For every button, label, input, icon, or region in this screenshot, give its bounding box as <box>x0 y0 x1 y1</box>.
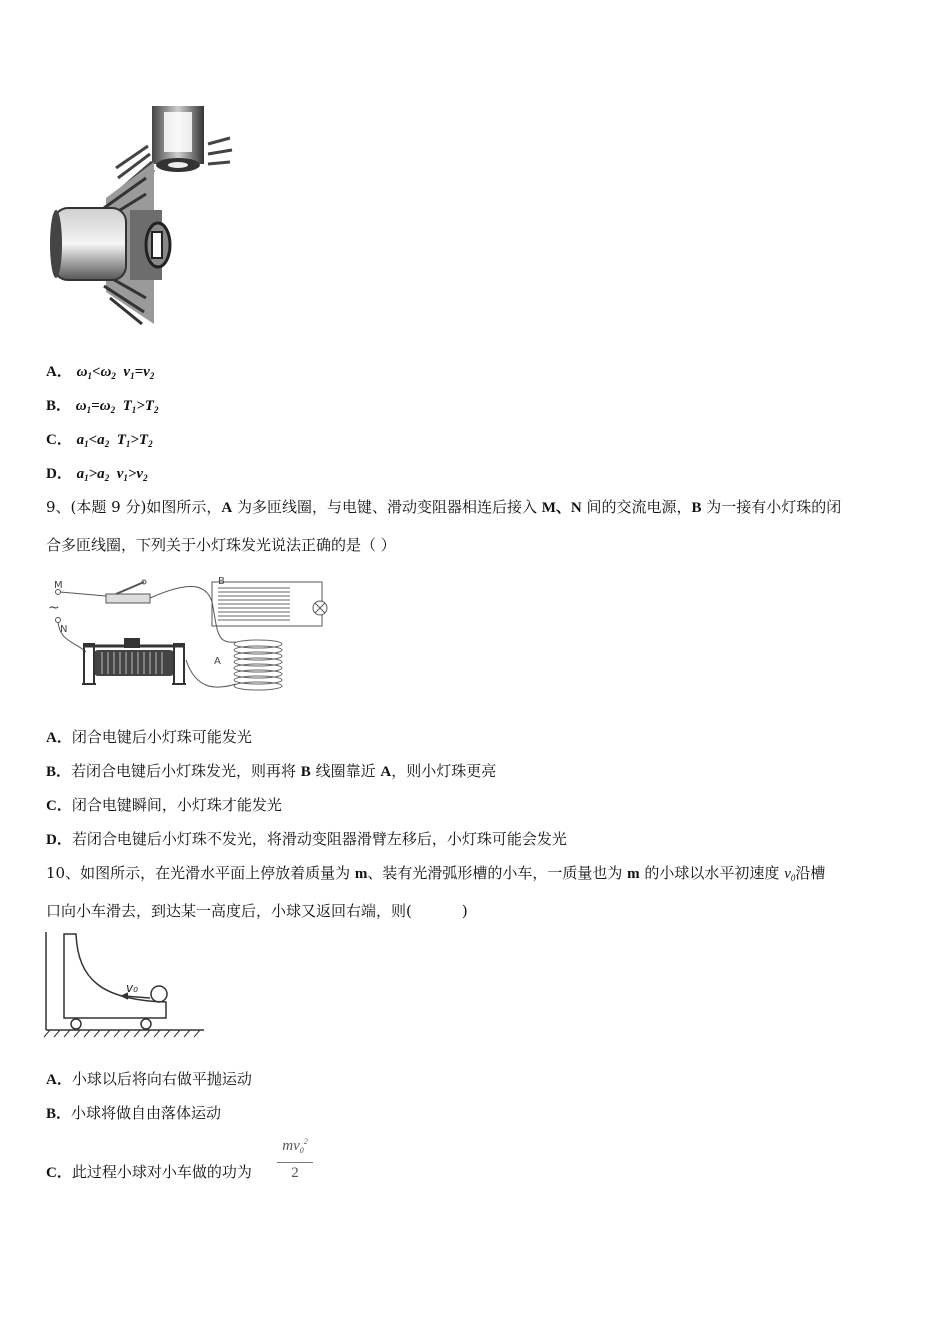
q9-option-c[interactable]: C．闭合电键瞬间，小灯珠才能发光 <box>46 796 282 814</box>
q8-option-d[interactable]: D． $a_1>a_2$ $v_1>v_2$ <box>46 466 148 483</box>
q10-stem-line2: 口向小车滑去，到达某一高度后，小球又返回右端，则( ) <box>46 902 468 920</box>
work-fraction: $mv_0^2$ 2 <box>277 1134 313 1181</box>
q8-option-c[interactable]: C． $a_1<a_2$ $T_1>T_2$ <box>46 432 153 449</box>
q10-option-c[interactable]: C．此过程小球对小车做的功为 <box>46 1163 252 1181</box>
svg-text:v₀: v₀ <box>126 981 138 995</box>
coil-circuit-figure <box>46 572 336 697</box>
q9-option-b[interactable]: B．若闭合电键后小灯珠发光，则再将 B 线圈靠近 A，则小灯珠更亮 <box>46 762 497 780</box>
svg-text:A: A <box>214 656 221 667</box>
q9-stem-line1: 9、(本题 9 分)如图所示，A 为多匝线圈，与电键、滑动变阻器相连后接入 M、N 间的交流电源，B 为一接有小灯珠的闭 <box>46 498 842 516</box>
q8-option-a[interactable]: A． $\omega_1<\omega_2$ $v_1=v_2$ <box>46 364 155 381</box>
q10-option-a[interactable]: A．小球以后将向右做平抛运动 <box>46 1070 252 1088</box>
ball-icon <box>151 986 167 1002</box>
cart-ball-figure <box>42 930 208 1040</box>
svg-text:M: M <box>54 580 63 591</box>
terminal-n <box>56 618 61 623</box>
q9-option-a[interactable]: A．闭合电键后小灯珠可能发光 <box>46 728 252 746</box>
q8-option-b[interactable]: B． $\omega_1=\omega_2$ $T_1>T_2$ <box>46 398 159 415</box>
svg-text:~: ~ <box>48 600 60 616</box>
rheostat-icon <box>82 638 186 684</box>
q10-option-b[interactable]: B．小球将做自由落体运动 <box>46 1104 222 1122</box>
svg-text:N: N <box>60 624 68 635</box>
q10-stem-line1: 10、如图所示，在光滑水平面上停放着质量为 m、装有光滑弧形槽的小车，一质量也为 m 的小球以水平初速度 $v_0$沿槽 <box>46 864 826 883</box>
bevel-gear-figure <box>46 98 246 328</box>
q9-stem-line2: 合多匝线圈，下列关于小灯珠发光说法正确的是（ ） <box>46 536 396 554</box>
svg-text:B: B <box>218 576 225 587</box>
q9-option-d[interactable]: D．若闭合电键后小灯珠不发光，将滑动变阻器滑臂左移后，小灯珠可能会发光 <box>46 830 567 848</box>
